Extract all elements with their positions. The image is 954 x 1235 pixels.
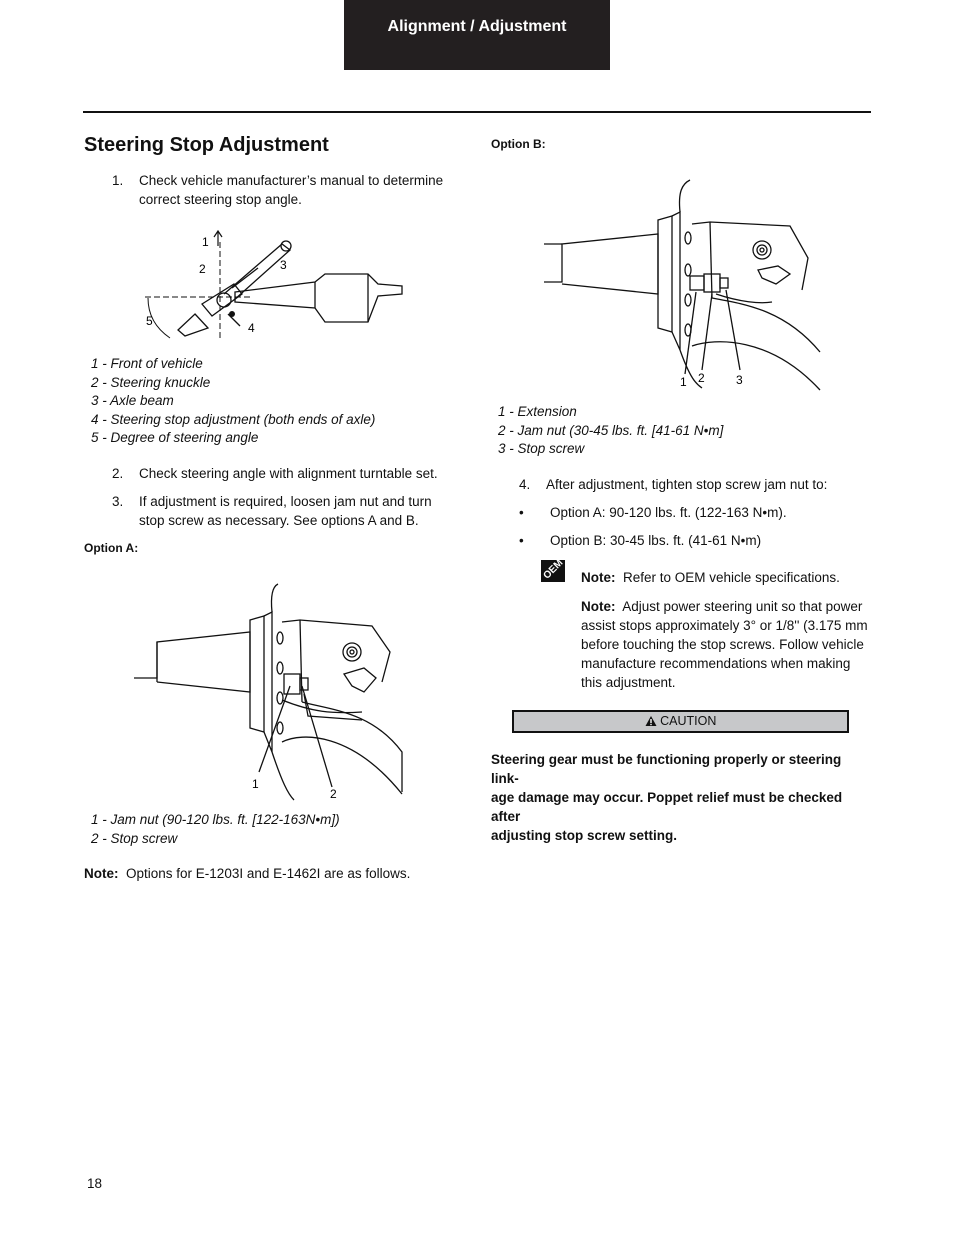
step-text: If adjustment is required, loosen jam nut and turn (139, 494, 432, 509)
callout-2: 2 (199, 262, 206, 276)
legend-item: 2 - Jam nut (30-45 lbs. ft. [41-61 N•m] (498, 422, 724, 438)
bullet-text: Option B: 30-45 lbs. ft. (41-61 N•m) (550, 533, 762, 548)
note-text: before touching the stop screws. Follow vehicle (581, 637, 864, 652)
step-4 (519, 475, 869, 494)
note-text: Options for E-1203I and E-1462I are as follows. (126, 866, 411, 881)
warning-triangle-icon (645, 715, 657, 727)
header-divider (83, 111, 871, 113)
note-label: Note: (84, 866, 119, 881)
option-a-label: Option A: (84, 541, 139, 555)
caution-line: Steering gear must be functioning properly or steering link- (491, 752, 842, 786)
note-text: Refer to OEM vehicle specifications. (623, 570, 840, 585)
callout-2: 2 (330, 787, 337, 801)
step-number: 3. (112, 494, 124, 509)
note-power-steering (581, 597, 881, 692)
caution-text (491, 750, 871, 845)
oem-icon-text: OEM (541, 557, 566, 582)
step-text: correct steering stop angle. (139, 192, 302, 207)
section-header-tab (344, 0, 610, 70)
page-title: Steering Stop Adjustment (84, 134, 329, 156)
caution-line: adjusting stop screw setting. (491, 828, 678, 843)
note-text: manufacture recommendations when making (581, 656, 851, 671)
step-text: stop screw as necessary. See options A and B. (139, 513, 419, 528)
legend-item: 5 - Degree of steering angle (91, 430, 259, 445)
step-number: 1. (112, 173, 124, 188)
callout-3: 3 (736, 373, 743, 387)
step-1 (112, 171, 452, 209)
note-label: Note: (581, 570, 616, 585)
legend-item: 2 - Stop screw (91, 830, 178, 846)
caution-banner (512, 710, 849, 733)
legend-item: 2 - Steering knuckle (91, 374, 211, 390)
note-options (84, 864, 454, 883)
caution-label: CAUTION (660, 714, 717, 728)
option-a-diagram (132, 582, 412, 804)
step-text: After adjustment, tighten stop screw jam nut to: (546, 477, 828, 492)
oem-icon (541, 557, 566, 582)
legend-item: 4 - Steering stop adjustment (both ends of axle) (91, 411, 376, 427)
option-b-diagram (540, 178, 822, 393)
bullet-text: Option A: 90-120 lbs. ft. (122-163 N•m). (550, 505, 787, 520)
callout-2: 2 (698, 371, 705, 385)
option-a-legend (91, 811, 451, 848)
note-text: Adjust power steering unit so that power (622, 599, 863, 614)
bullet-item (519, 531, 869, 550)
note-text: assist stops approximately 3° or 1/8'' (3.175 mm (581, 618, 868, 633)
section-header-label: Alignment / Adjustment (387, 18, 567, 35)
note-oem (581, 568, 871, 587)
legend-item: 3 - Axle beam (91, 393, 174, 408)
step-3 (112, 492, 452, 530)
legend-item: 1 - Extension (498, 404, 577, 419)
step-number: 2. (112, 466, 124, 481)
callout-1: 1 (680, 375, 687, 389)
step-text: Check steering angle with alignment turntable set. (139, 466, 438, 481)
callout-5: 5 (146, 314, 153, 328)
caution-line: age damage may occur. Poppet relief must be checked after (491, 790, 843, 824)
step-2 (112, 464, 452, 483)
bullet-icon: • (519, 533, 524, 548)
legend-item: 3 - Stop screw (498, 441, 585, 456)
callout-3: 3 (280, 258, 287, 272)
step-number: 4. (519, 477, 531, 492)
legend-item: 1 - Front of vehicle (91, 356, 203, 371)
callout-1: 1 (252, 777, 259, 791)
option-b-label: Option B: (491, 137, 546, 151)
bullet-item (519, 503, 869, 522)
option-b-legend (498, 403, 858, 459)
legend-item: 1 - Jam nut (90-120 lbs. ft. [122-163N•m]) (91, 812, 340, 827)
callout-1: 1 (202, 235, 209, 249)
step-text: Check vehicle manufacturer’s manual to determine (139, 173, 444, 188)
note-text: this adjustment. (581, 675, 676, 690)
callout-4: 4 (248, 321, 255, 335)
page-number: 18 (87, 1176, 103, 1191)
fig1-legend (91, 355, 451, 448)
note-label: Note: (581, 599, 616, 614)
steering-angle-diagram (140, 228, 410, 348)
bullet-icon: • (519, 505, 524, 520)
